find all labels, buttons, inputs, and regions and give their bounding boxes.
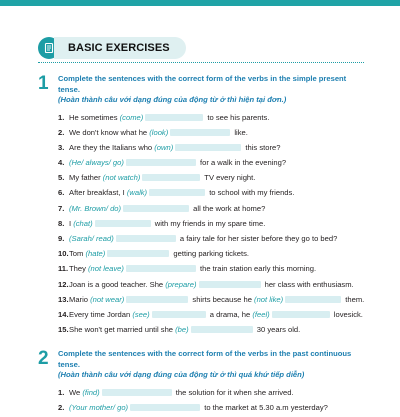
list-item: 10. Tom (hate) getting parking tickets. xyxy=(58,249,249,259)
exercise-number: 1 xyxy=(38,73,49,94)
list-item: 12. Joan is a good teacher. She (prepare) her class with enthusiasm. xyxy=(58,279,354,289)
exercise-instruction: Complete the sentences with the correct form of the verbs in the simple present tense. (Hoàn thành câu với dạng đúng của động từ ở thì hiện tại đơn.) xyxy=(58,74,347,104)
exercise-instruction: Complete the sentences with the correct form of the verbs in the past continuous tense. (Hoàn thành câu với dạng đúng của động từ ở thì quá khứ tiếp diễn) xyxy=(58,349,352,379)
answer-blank[interactable] xyxy=(116,235,176,242)
answer-blank[interactable] xyxy=(175,144,241,151)
answer-blank[interactable] xyxy=(126,159,196,166)
exercise-items xyxy=(58,387,368,413)
exercise-number: 2 xyxy=(38,348,49,369)
answer-blank[interactable] xyxy=(199,281,261,288)
answer-blank[interactable] xyxy=(102,389,172,396)
list-item: 2. We don't know what he (look) like. xyxy=(58,127,248,137)
answer-blank[interactable] xyxy=(170,129,230,136)
list-item: 4. (He/ always/ go) for a walk in the evening? xyxy=(58,158,287,168)
list-item: 13. Mario (not wear) shirts because he (not like) them. xyxy=(58,294,365,304)
list-item: 6. After breakfast, I (walk) to school with my friends. xyxy=(58,188,295,198)
section-header xyxy=(38,37,186,59)
answer-blank[interactable] xyxy=(152,311,206,318)
answer-blank[interactable] xyxy=(130,404,200,411)
list-item: 7. (Mr. Brown/ do) all the work at home? xyxy=(58,203,266,213)
exercise-2 xyxy=(38,349,368,417)
answer-blank[interactable] xyxy=(123,205,189,212)
answer-blank[interactable] xyxy=(95,220,151,227)
list-item: 11. They (not leave) the train station early this morning. xyxy=(58,264,317,274)
answer-blank[interactable] xyxy=(142,174,200,181)
list-item: 2. (Your mother/ go) to the market at 5.30 a.m yesterday? xyxy=(58,402,328,412)
answer-blank[interactable] xyxy=(145,114,203,121)
answer-blank[interactable] xyxy=(149,189,205,196)
exercise-items xyxy=(58,112,368,336)
list-item: 1. He sometimes (come) to see his parents. xyxy=(58,112,270,122)
list-item: 8. I (chat) with my friends in my spare time. xyxy=(58,218,266,228)
list-item: 3. Are they the Italians who (own) this store? xyxy=(58,142,281,152)
list-item: 15. She won't get married until she (be) 30 years old. xyxy=(58,325,301,335)
list-item: 14. Every time Jordan (see) a drama, he (feel) lovesick. xyxy=(58,309,363,319)
answer-blank[interactable] xyxy=(191,326,253,333)
answer-blank[interactable] xyxy=(126,265,196,272)
answer-blank[interactable] xyxy=(272,311,330,318)
list-item: 1. We (find) the solution for it when she arrived. xyxy=(58,387,294,397)
answer-blank[interactable] xyxy=(107,250,169,257)
list-item: 9. (Sarah/ read) a fairy tale for her sister before they go to bed? xyxy=(58,234,338,243)
exercise-1 xyxy=(38,74,368,339)
top-color-bar xyxy=(0,0,400,6)
divider xyxy=(38,62,364,63)
list-item: 5. My father (not watch) TV every night. xyxy=(58,173,256,183)
answer-blank[interactable] xyxy=(285,296,341,303)
page-title: BASIC EXERCISES xyxy=(54,37,186,59)
answer-blank[interactable] xyxy=(126,296,188,303)
